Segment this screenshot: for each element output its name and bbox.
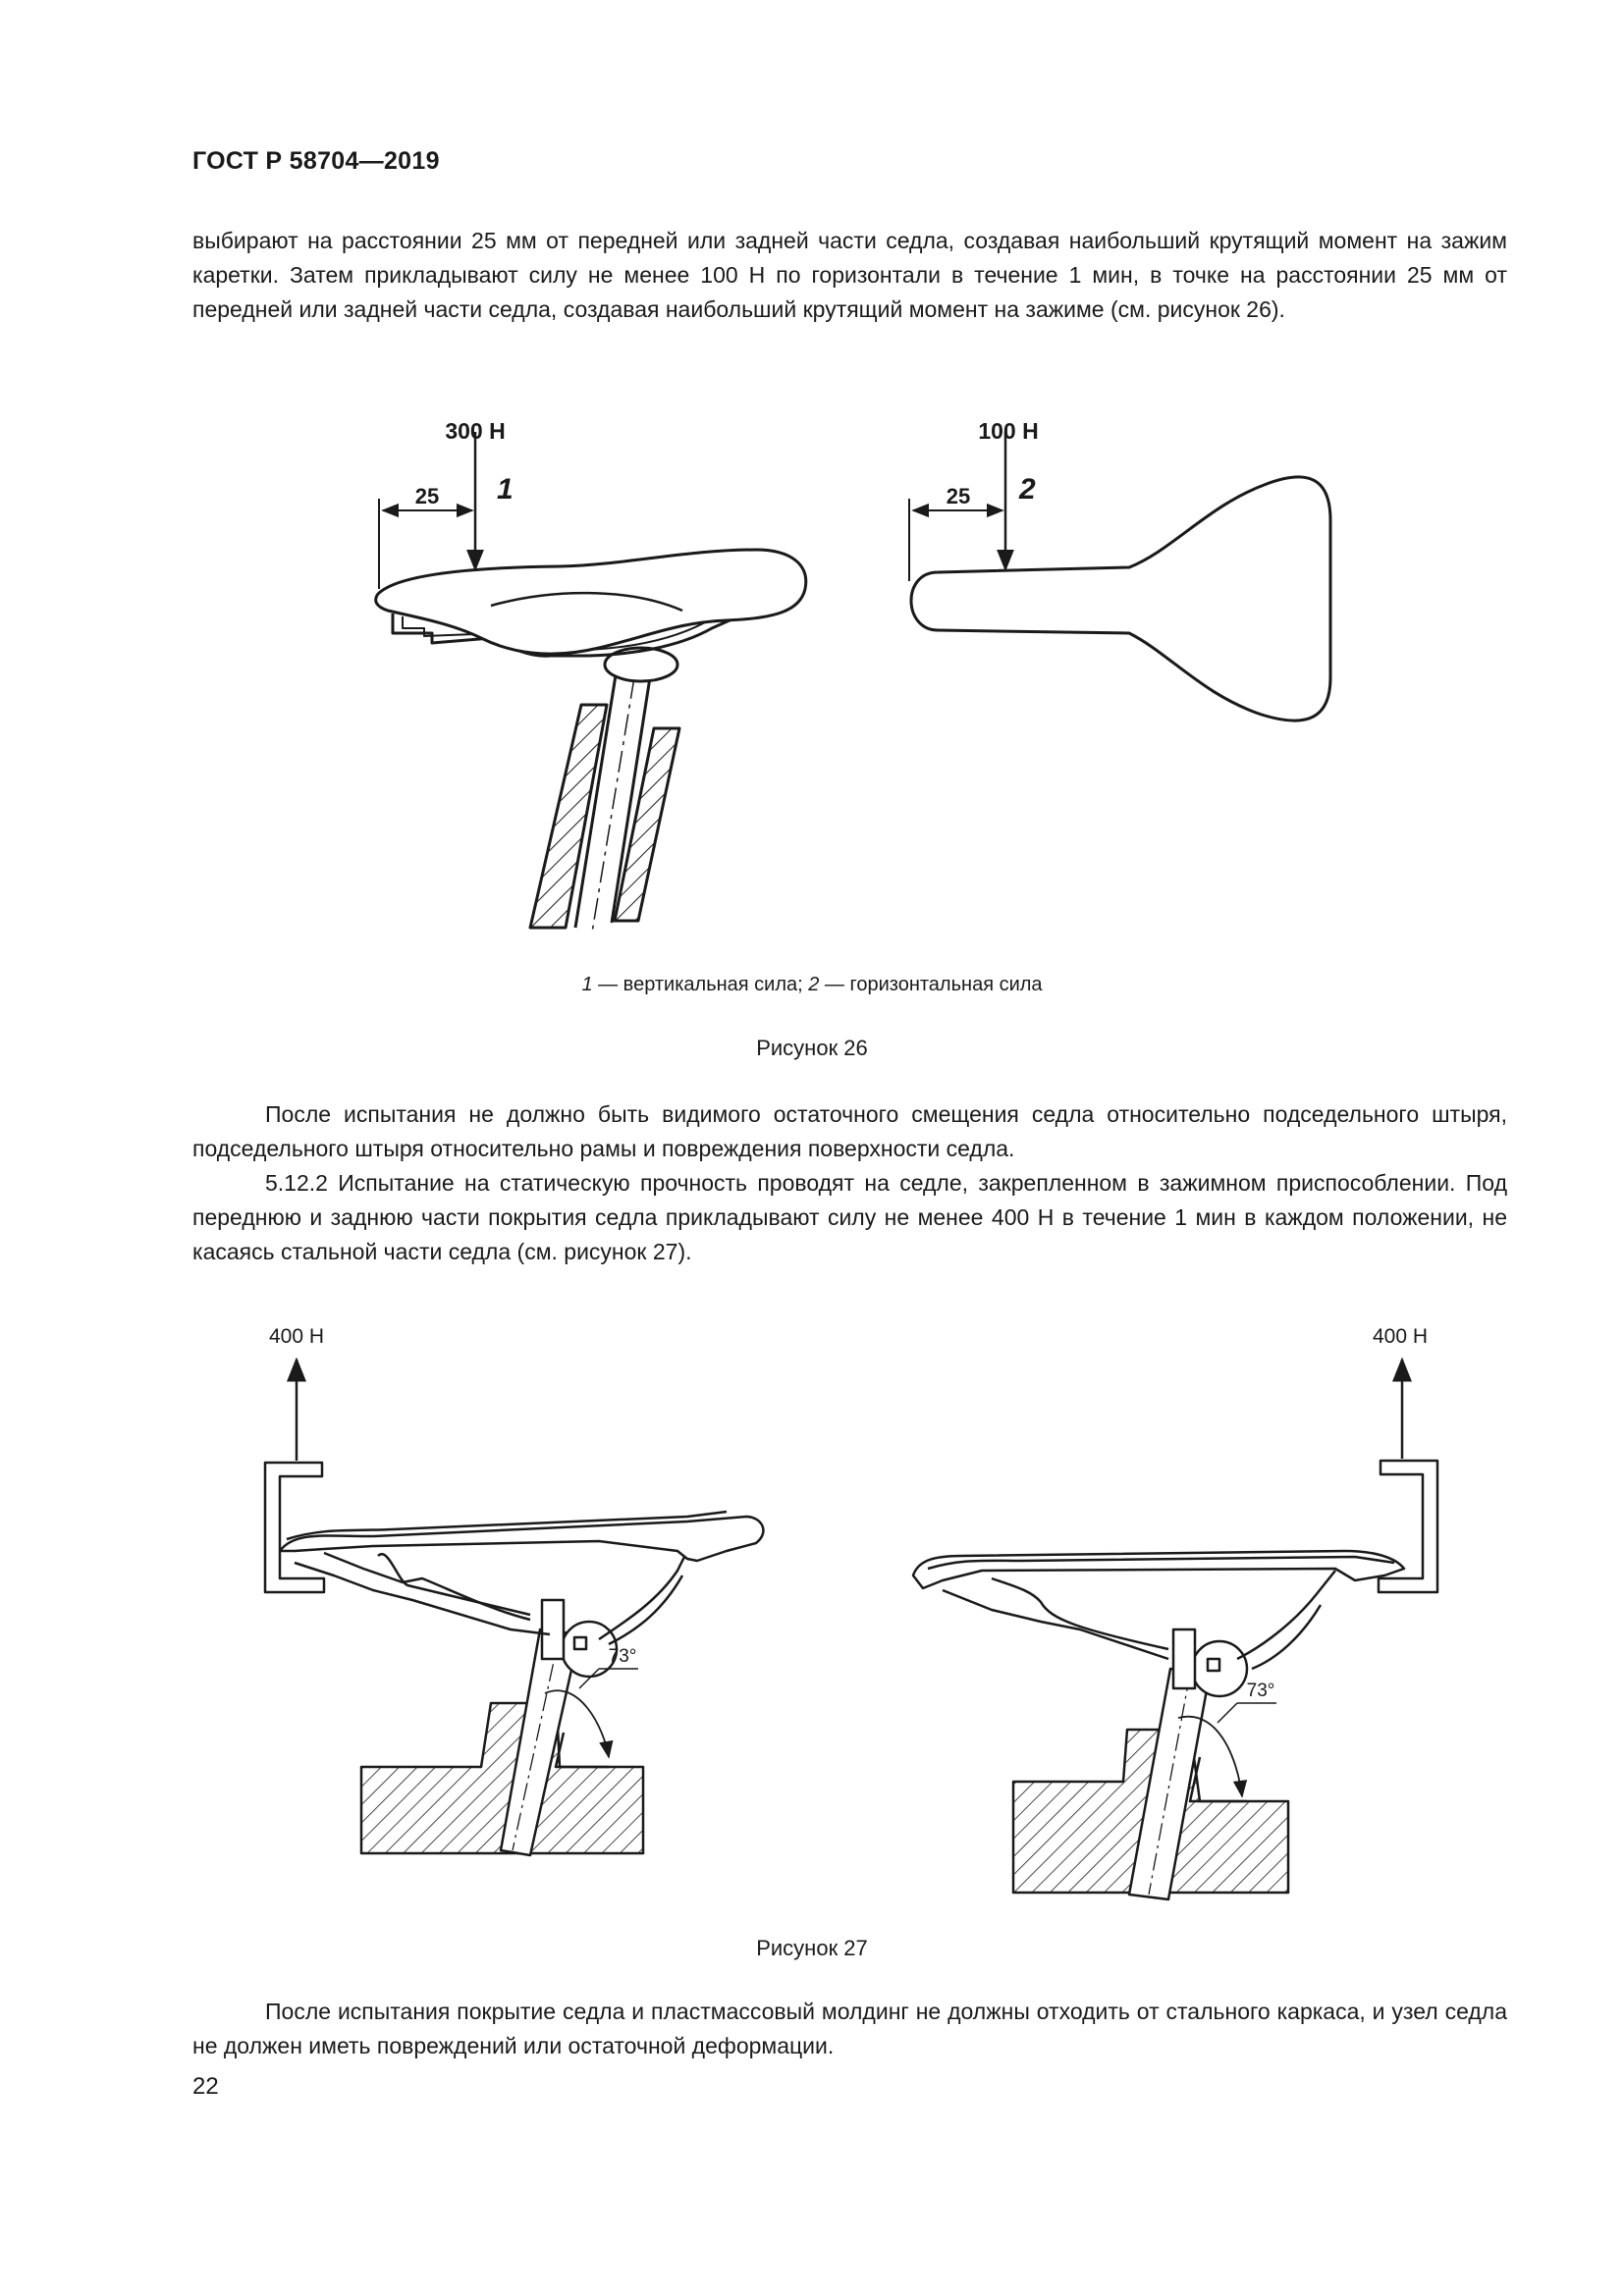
saddle-shell bbox=[376, 550, 806, 654]
paragraph-continuation: выбирают на расстоянии 25 мм от передней или задней части седла, создавая наибольший крутящий момент на зажим каретки. Затем прикладывают силу не менее 100 Н по горизонтали в течение 1 мин, в точке на расстоянии 25 мм от передней или задней части седла, создавая наибольший крутящий момент на зажиме (см. рисунок 26). bbox=[192, 228, 1507, 322]
legend-number-2: 2 bbox=[808, 974, 820, 995]
loading-hook-left bbox=[265, 1463, 324, 1592]
force-marker-2: 2 bbox=[1019, 473, 1036, 506]
figure-26-legend bbox=[0, 974, 1624, 996]
dimension-label-left: 25 bbox=[414, 484, 440, 508]
angle-label-right: 73° bbox=[1246, 1681, 1275, 1701]
fixture-base-left bbox=[361, 1703, 643, 1853]
legend-text-1: — вертикальная сила; bbox=[592, 974, 809, 995]
figure-26-caption: Рисунок 26 bbox=[756, 1036, 868, 1060]
figure-27 bbox=[0, 1306, 1624, 1924]
paragraph-5-12-2: 5.12.2 Испытание на статическую прочность проводят на седле, закрепленном в зажимном приспособлении. Под переднюю и заднюю части покрытия седла прикладывают силу не менее 400 Н в течение 1 мин в каждом положении, не касаясь стальной части седла (см. рисунок 27). bbox=[192, 1170, 1507, 1264]
frame-tube-wall-left bbox=[530, 705, 607, 928]
angle-label-left: 73° bbox=[608, 1646, 637, 1667]
force-label-right: 400 Н bbox=[1372, 1325, 1429, 1348]
figure-27-caption: Рисунок 27 bbox=[756, 1936, 868, 1960]
dimension-label-right: 25 bbox=[946, 484, 971, 508]
saddle-side-view bbox=[376, 432, 806, 933]
paragraph-conclusion: После испытания покрытие седла и пластмассовый молдинг не должны отходить от стального каркаса, и узел седла не должен иметь повреждений или остаточной деформации. bbox=[192, 1999, 1507, 2058]
paragraph-after-test: После испытания не должно быть видимого остаточного смещения седла относительно подседельного штыря, подседельного штыря относительно рамы и повреждения поверхности седла. bbox=[192, 1101, 1507, 1161]
force-label-horizontal: 100 Н bbox=[978, 418, 1039, 444]
saddle-top-view bbox=[909, 432, 1330, 721]
force-label-left: 400 Н bbox=[268, 1325, 325, 1348]
force-marker-1: 1 bbox=[497, 473, 514, 506]
legend-number-1: 1 bbox=[581, 974, 593, 995]
frame-tube-wall-right bbox=[615, 728, 679, 921]
legend-text-2: — горизонтальная сила bbox=[819, 974, 1043, 995]
saddle-outline bbox=[911, 477, 1330, 721]
figure-26 bbox=[0, 393, 1624, 962]
force-label-vertical: 300 Н bbox=[445, 418, 506, 444]
document-header: ГОСТ Р 58704—2019 bbox=[192, 147, 440, 175]
static-test-rear bbox=[913, 1360, 1437, 1899]
static-test-front bbox=[265, 1360, 763, 1855]
page-number: 22 bbox=[192, 2073, 219, 2100]
